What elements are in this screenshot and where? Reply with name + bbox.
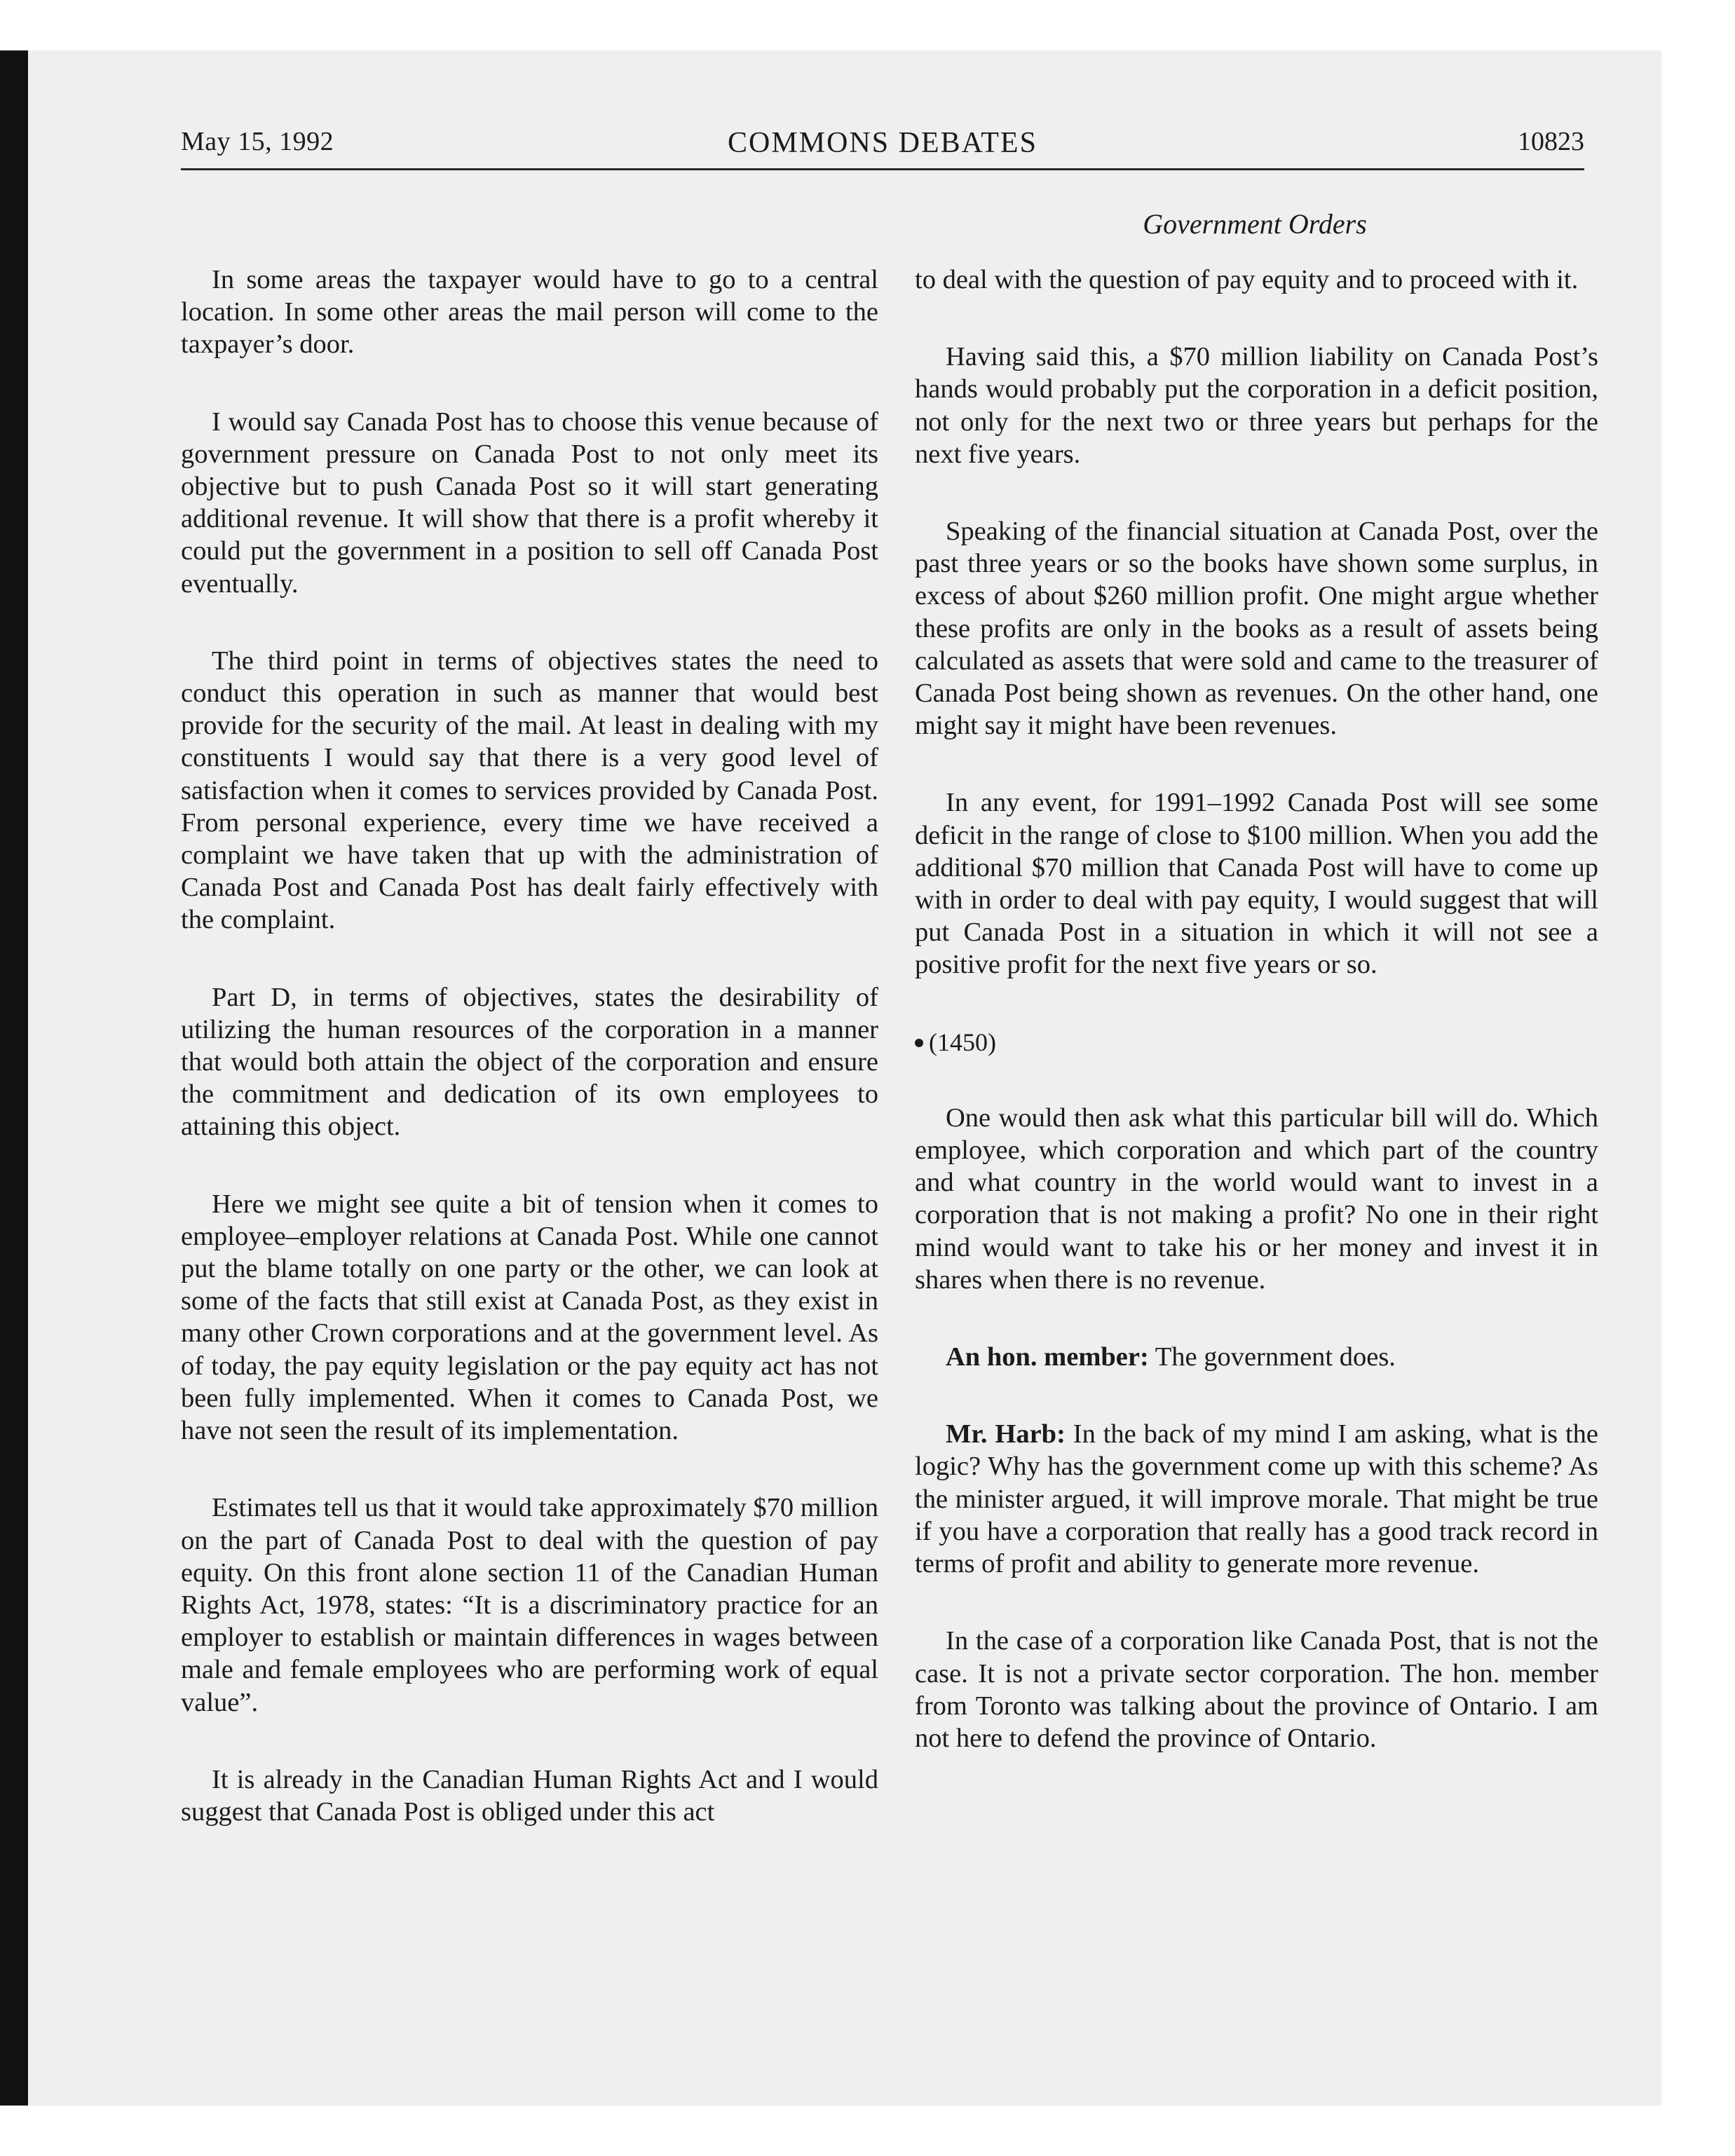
paragraph: Here we might see quite a bit of tension when it comes to employee–employer relations at Canada Post. While one cannot put the blame totally on one party or the other, we can look at some of the facts that still exist at Canada Post, as they exist in many other Crown corporations and at the government level. As of today, the pay equity legislation or the pay equity act has not been fully implemented. When it comes to Canada Post, we have not seen the result of its implementation. xyxy=(181,1189,878,1446)
paragraph: Speaking of the financial situation at Canada Post, over the past three years or so the books have shown some surplus, in excess of about $260 million profit. One might argue whether these profits are only in the books as a result of assets being calculated as assets that were sold and came to the treasurer of Canada Post being shown as revenues. On the other hand, one might say it might have been revenues. xyxy=(915,517,1598,741)
scan-edge-left xyxy=(0,50,28,2106)
page-header xyxy=(181,126,1584,170)
paragraph: Part D, in terms of objectives, states the desirability of utilizing the human resources of the corporation in a manner that would both attain the object of the corporation and ensure the commitment and dedication of its own employees to attaining this object. xyxy=(181,982,878,1142)
time-marker-text: (1450) xyxy=(929,1028,996,1056)
left-column xyxy=(181,264,878,1873)
right-column xyxy=(915,264,1598,1799)
paragraph: It is already in the Canadian Human Rights Act and I would suggest that Canada Post is obliged under this act xyxy=(181,1764,878,1827)
header-page-number: 10823 xyxy=(1518,127,1584,156)
interjection xyxy=(915,1341,1598,1373)
header-date: May 15, 1992 xyxy=(181,127,334,156)
paragraph: In any event, for 1991–1992 Canada Post will see some deficit in the range of close to $100 million. When you add the additional $70 million that Canada Post will have to come up with in order to deal with pay equity, I would suggest that will put Canada Post in a situation in which it will not see a positive profit for the next five years or so. xyxy=(915,788,1598,980)
paragraph: The third point in terms of objectives states the need to conduct this operation in such as manner that would best provide for the security of the mail. At least in dealing with my constituents I would say that there is a very good level of satisfaction when it comes to services provided by Canada Post. From personal experience, every time we have received a complaint we have taken that up with the administration of Canada Post and Canada Post has dealt fairly effectively with the complaint. xyxy=(181,646,878,935)
speaker-name: An hon. member: xyxy=(946,1342,1149,1372)
speech xyxy=(915,1418,1598,1580)
section-heading: Government Orders xyxy=(1143,208,1367,240)
paragraph: Having said this, a $70 million liability on Canada Post’s hands would probably put the corporation in a deficit position, not only for the next two or three years but perhaps for the next five years. xyxy=(915,342,1598,469)
paragraph: I would say Canada Post has to choose this venue because of government pressure on Canada Post to not only meet its objective but to push Canada Post so it will start generating additional revenue. It will show that there is a profit whereby it could put the government in a position to sell off Canada Post eventually. xyxy=(181,407,878,599)
paragraph: In the case of a corporation like Canada Post, that is not the case. It is not a private sector corporation. The hon. member from Toronto was talking about the province of Ontario. I am not here to defend the province of Ontario. xyxy=(915,1626,1598,1753)
scan-margin-top xyxy=(0,0,1735,50)
paragraph: Estimates tell us that it would take approximately $70 million on the part of Canada Post to deal with the question of pay equity. On this front alone section 11 of the Canadian Human Rights Act, 1978, states: “It is a discriminatory practice for an employer to establish or maintain differences in wages between male and female employees who are performing work of equal value”. xyxy=(181,1493,878,1717)
time-marker xyxy=(915,1026,1598,1058)
paragraph: One would then ask what this particular bill will do. Which employee, which corporation and which part of the country and what country in the world would want to invest in a corporation that is not making a profit? No one in their right mind would want to take his or her money and invest it in shares when there is no revenue. xyxy=(915,1103,1598,1295)
continued-paragraph: to deal with the question of pay equity and to proceed with it. xyxy=(915,265,1579,294)
bullet-icon xyxy=(915,1039,923,1047)
paragraph: In some areas the taxpayer would have to go to a central location. In some other areas the mail person will come to the taxpayer’s door. xyxy=(181,265,878,360)
speech-text: In the back of my mind I am asking, what is the logic? Why has the government come up with this scheme? As the minister argued, it will improve morale. That might be true if you have a corporation that really has a good track record in terms of profit and ability to generate more revenue. xyxy=(915,1419,1598,1579)
header-title: COMMONS DEBATES xyxy=(728,127,1037,159)
speech-text: The government does. xyxy=(1148,1342,1396,1372)
speaker-name: Mr. Harb: xyxy=(946,1419,1066,1449)
